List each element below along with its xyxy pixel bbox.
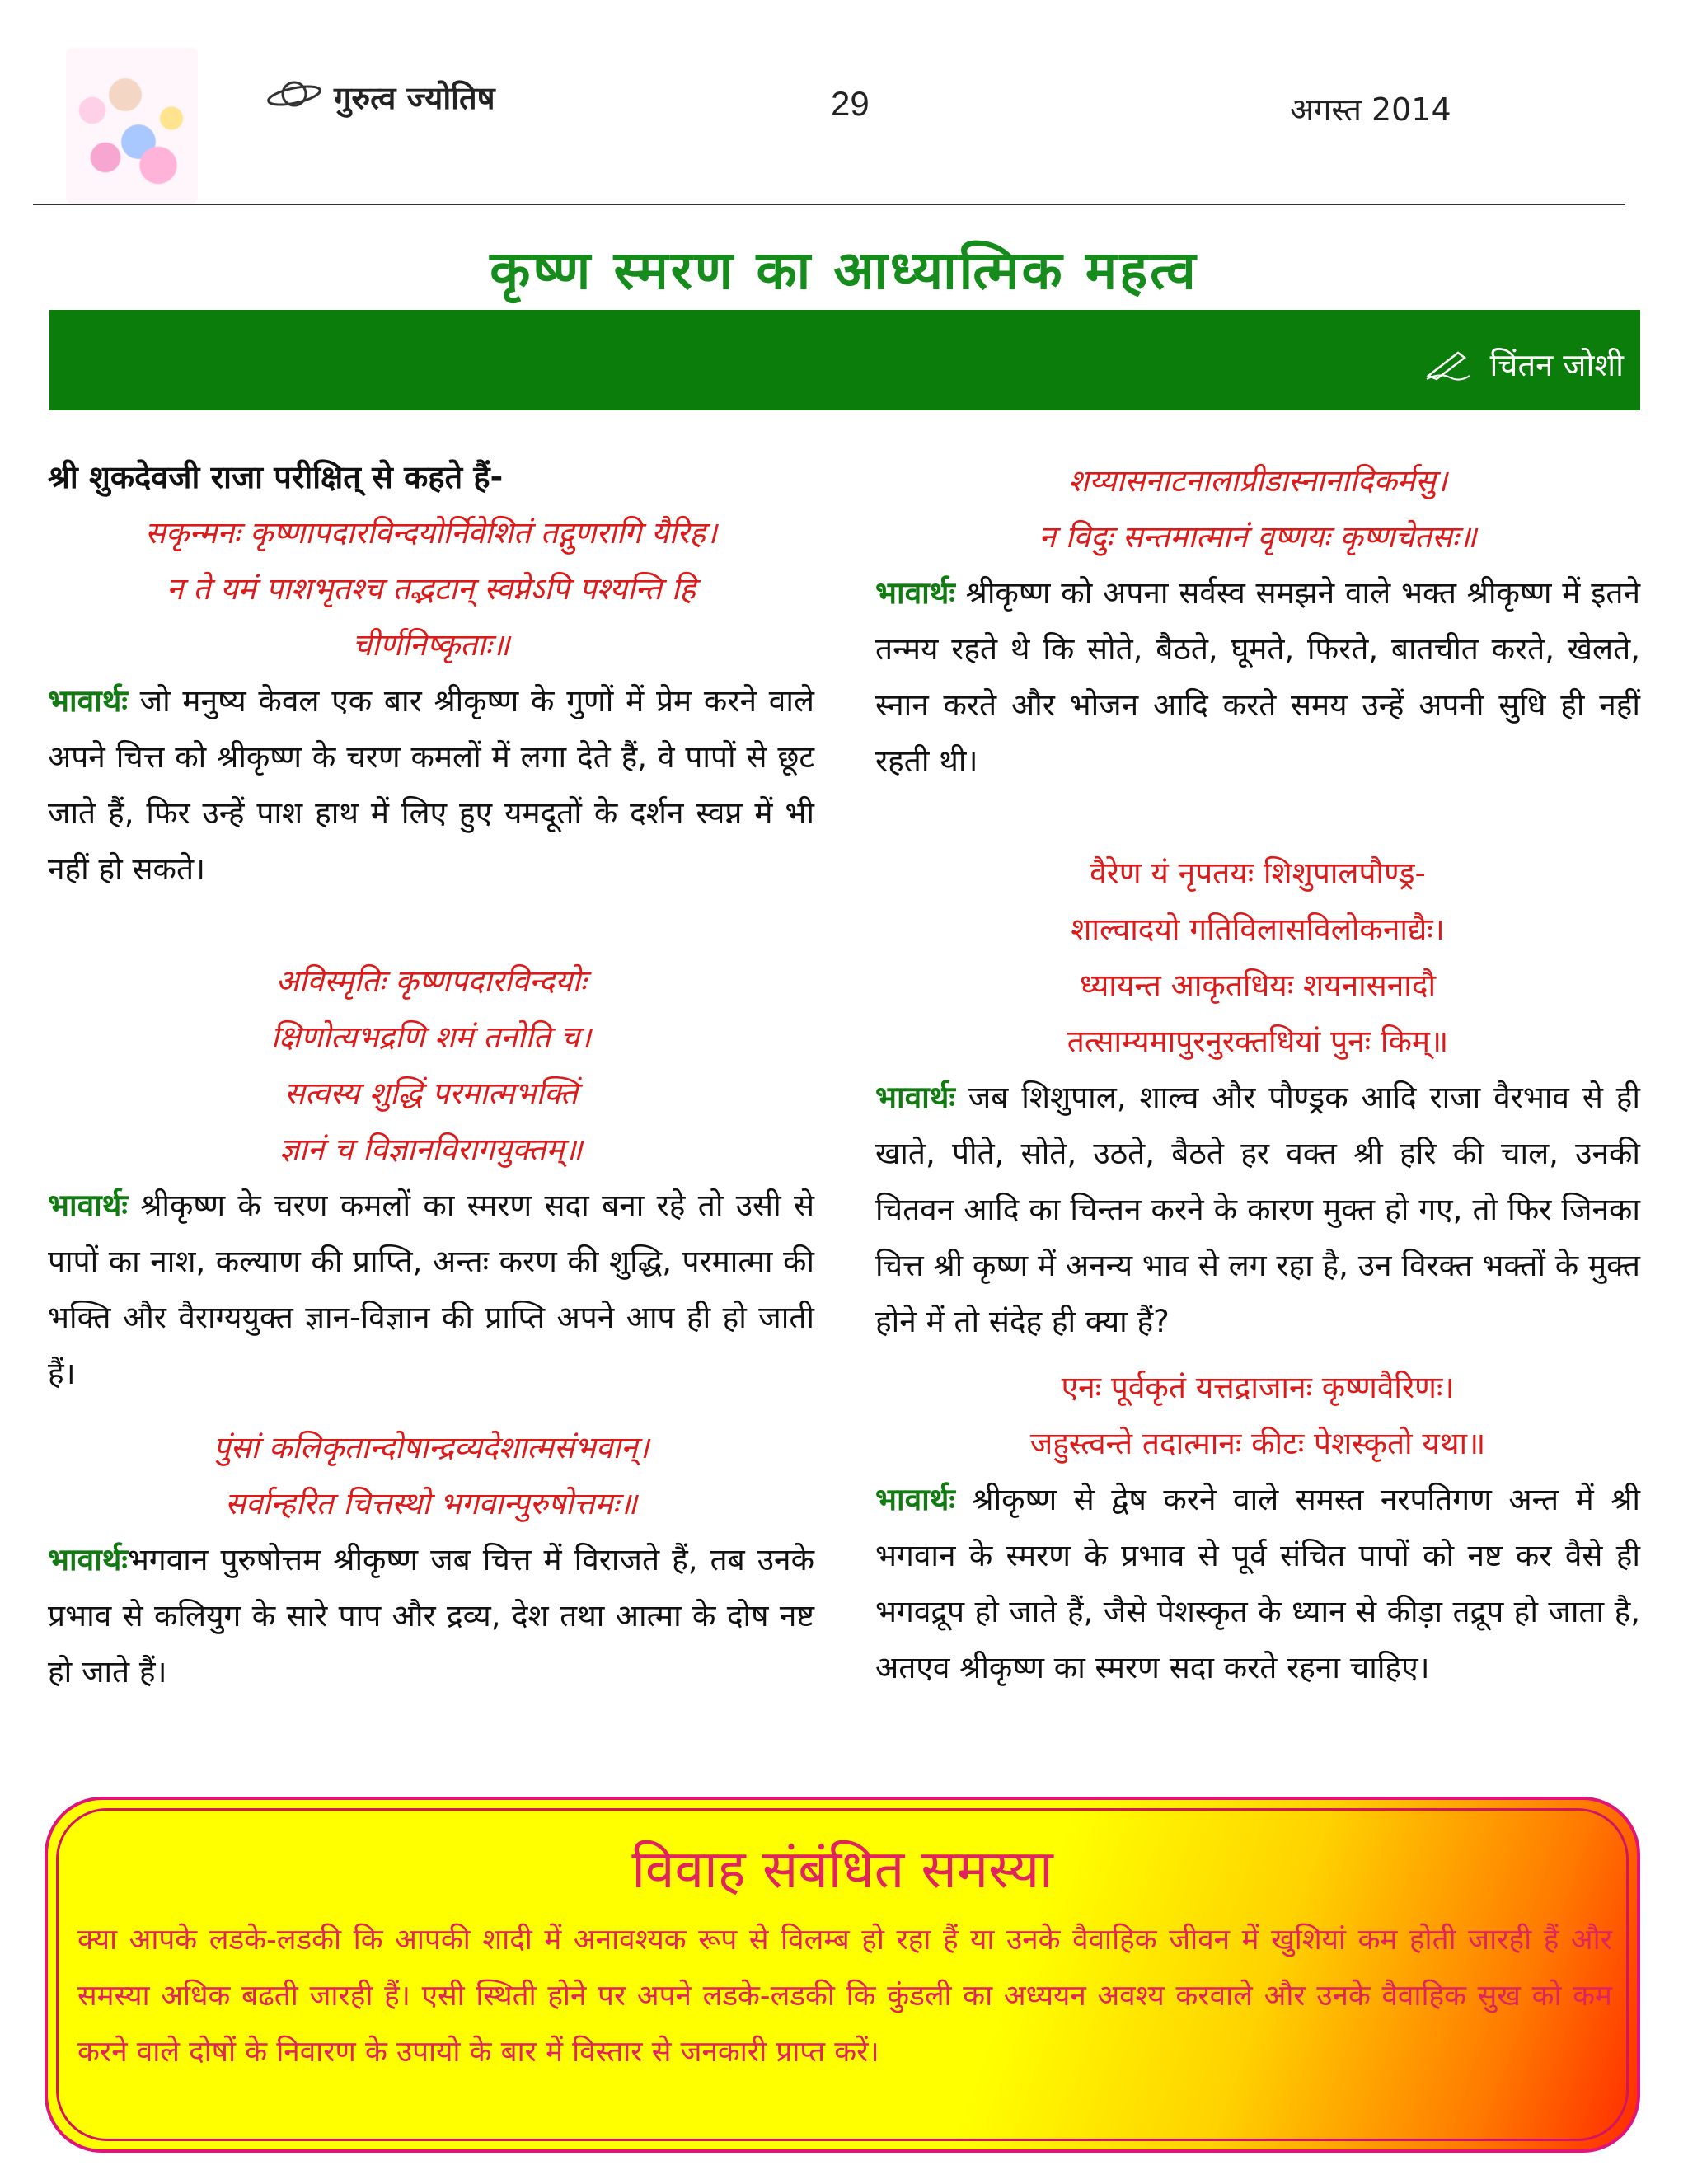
verse-line: सत्वस्य शुद्धिं परमात्मभक्तिं (284, 1076, 578, 1111)
verse-line: क्षिणोत्यभद्रणि शमं तनोति च। (270, 1019, 592, 1055)
page-number: 29 (831, 84, 870, 123)
meaning-paragraph (48, 1532, 814, 1700)
verse-line: सकृन्मनः कृष्णापदारविन्दयोर्निवेशितं तद्गुणरागि यैरिह। (145, 515, 717, 551)
verse-line: तत्साम्यमापुरनुरक्तधियां पुनः किम्॥ (1067, 1024, 1449, 1059)
verse-line: ध्यायन्त आकृतधियः शयनासनादौ (1079, 968, 1437, 1003)
verse-line: चीर्णनिष्कृताः॥ (352, 627, 510, 663)
verse-line: शय्यासनाटनालाप्रीडास्नानादिकर्मसु। (1067, 463, 1448, 499)
marriage-problem-ad (45, 1797, 1640, 2153)
meaning-label: भावार्थः (48, 1542, 128, 1577)
left-column (48, 449, 814, 1700)
header-divider (33, 204, 1625, 205)
verse-line: एनः पूर्वकृतं यत्तद्राजानः कृष्णवैरिणः। (1061, 1370, 1455, 1405)
issue-date: अगस्त 2014 (1290, 91, 1451, 128)
article-title: कृष्ण स्मरण का आध्यात्मिक महत्व (490, 241, 1198, 302)
verse-line: अविस्मृतिः कृष्णपदारविन्दयोः (275, 963, 587, 999)
meaning-label: भावार्थः (875, 1482, 955, 1517)
verse-line: शाल्वादयो गतिविलासविलोकनाद्यैः। (1071, 912, 1445, 947)
meaning-paragraph (48, 673, 814, 898)
author-bar (49, 310, 1640, 410)
intro-line: श्री शुकदेवजी राजा परीक्षित् से कहते हैं- (48, 459, 504, 495)
krishna-logo-image (66, 48, 198, 204)
ad-text: क्या आपके लडके-लडकी कि आपकी शादी में अनावश्यक रूप से विलम्ब हो रहा हैं या उनके वैवाहिक जीवन में खुशियां कम होती जारही हैं और समस्या अधिक बढती जारही हैं। एसी स्थिती होने पर अपने लडके-लडकी कि कुंडली का अध्ययन अवश्य करवाले और उनके वैवाहिक सुख को कम करने वाले दोषों के निवारण के उपायो के बार में विस्तार से जनकारी प्राप्त करें। (77, 1924, 1612, 2069)
right-column (875, 453, 1640, 1696)
author-name: चिंतन जोशी (1489, 347, 1624, 383)
writing-hand-icon (1425, 348, 1471, 381)
meaning-label: भावार्थः (875, 575, 955, 611)
verse-line: सर्वान्हरित चित्तस्थो भगवान्पुरुषोत्तमः॥ (224, 1486, 638, 1521)
meaning-paragraph (875, 565, 1640, 790)
meaning-paragraph (875, 1472, 1640, 1696)
author-byline (1425, 343, 1624, 386)
meaning-label: भावार्थः (48, 683, 128, 719)
meaning-text: श्रीकृष्ण के चरण कमलों का स्मरण सदा बना रहे तो उसी से पापों का नाश, कल्याण की प्राप्ति, अन्तः करण की शुद्धि, परमात्मा की भक्ति और वैराग्ययुक्त ज्ञान-विज्ञान की प्राप्ति अपने आप ही हो जाती हैं। (48, 1188, 814, 1391)
magazine-name: गुरुत्व ज्योतिष (334, 80, 495, 116)
meaning-text: जो मनुष्य केवल एक बार श्रीकृष्ण के गुणों में प्रेम करने वाले अपने चित्त को श्रीकृष्ण के चरण कमलों में लगा देते हैं, वे पापों से छूट जाते हैं, फिर उन्हें पाश हाथ में लिए हुए यमदूतों के दर्शन स्वप्न में भी नहीं हो सकते। (48, 683, 814, 887)
meaning-label: भावार्थः (48, 1188, 128, 1223)
meaning-label: भावार्थः (875, 1080, 955, 1115)
verse-line: ज्ञानं च विज्ञानविरागयुक्तम्॥ (279, 1132, 583, 1167)
meaning-text: श्रीकृष्ण को अपना सर्वस्व समझने वाले भक्त श्रीकृष्ण में इतने तन्मय रहते थे कि सोते, बैठते, घूमते, फिरते, बातचीत करते, खेलते, स्नान करते और भोजन आदि करते समय उन्हें अपनी सुधि ही नहीं रहती थी। (875, 575, 1640, 779)
meaning-paragraph (48, 1178, 814, 1402)
meaning-paragraph (875, 1070, 1640, 1350)
meaning-text: श्रीकृष्ण से द्वेष करने वाले समस्त नरपतिगण अन्त में श्री भगवान के स्मरण के प्रभाव से पूर्व संचित पापों को नष्ट कर वैसे ही भगवद्रूप हो जाते हैं, जैसे पेशस्कृत के ध्यान से कीड़ा तद्रूप हो जाता है, अतएव श्रीकृष्ण का स्मरण सदा करते रहना चाहिए। (875, 1482, 1640, 1685)
meaning-text: जब शिशुपाल, शाल्व और पौण्ड्रक आदि राजा वैरभाव से ही खाते, पीते, सोते, उठते, बैठते हर वक्त श्री हरि की चाल, उनकी चितवन आदि का चिन्तन करने के कारण मुक्त हो गए, तो फिर जिनका चित्त श्री कृष्ण में अनन्य भाव से लग रहा है, उन विरक्त भक्तों के मुक्त होने में तो संदेह ही क्या हैं? (875, 1080, 1641, 1339)
planet-icon (265, 76, 323, 112)
verse-line: जहुस्त्वन्ते तदात्मानः कीटः पेशस्कृतो यथा॥ (1029, 1426, 1486, 1461)
verse-line: पुंसां कलिकृतान्दोषान्द्रव्यदेशात्मसंभवान्। (213, 1430, 649, 1465)
verse-line: वैरेण यं नृपतयः शिशुपालपौण्ड्र- (1090, 855, 1426, 891)
meaning-text: भगवान पुरुषोत्तम श्रीकृष्ण जब चित्त में विराजते हैं, तब उनके प्रभाव से कलियुग के सारे पाप और द्रव्य, देश तथा आत्मा के दोष नष्ट हो जाते हैं। (48, 1542, 814, 1690)
verse-line: न विदुः सन्तमात्मानं वृष्णयः कृष्णचेतसः॥ (1039, 519, 1477, 555)
verse-line: न ते यमं पाशभृतश्च तद्भटान् स्वप्नेऽपि पश्यन्ति हि (166, 571, 696, 607)
ad-title: विवाह संबंधित समस्या (631, 1840, 1053, 1900)
